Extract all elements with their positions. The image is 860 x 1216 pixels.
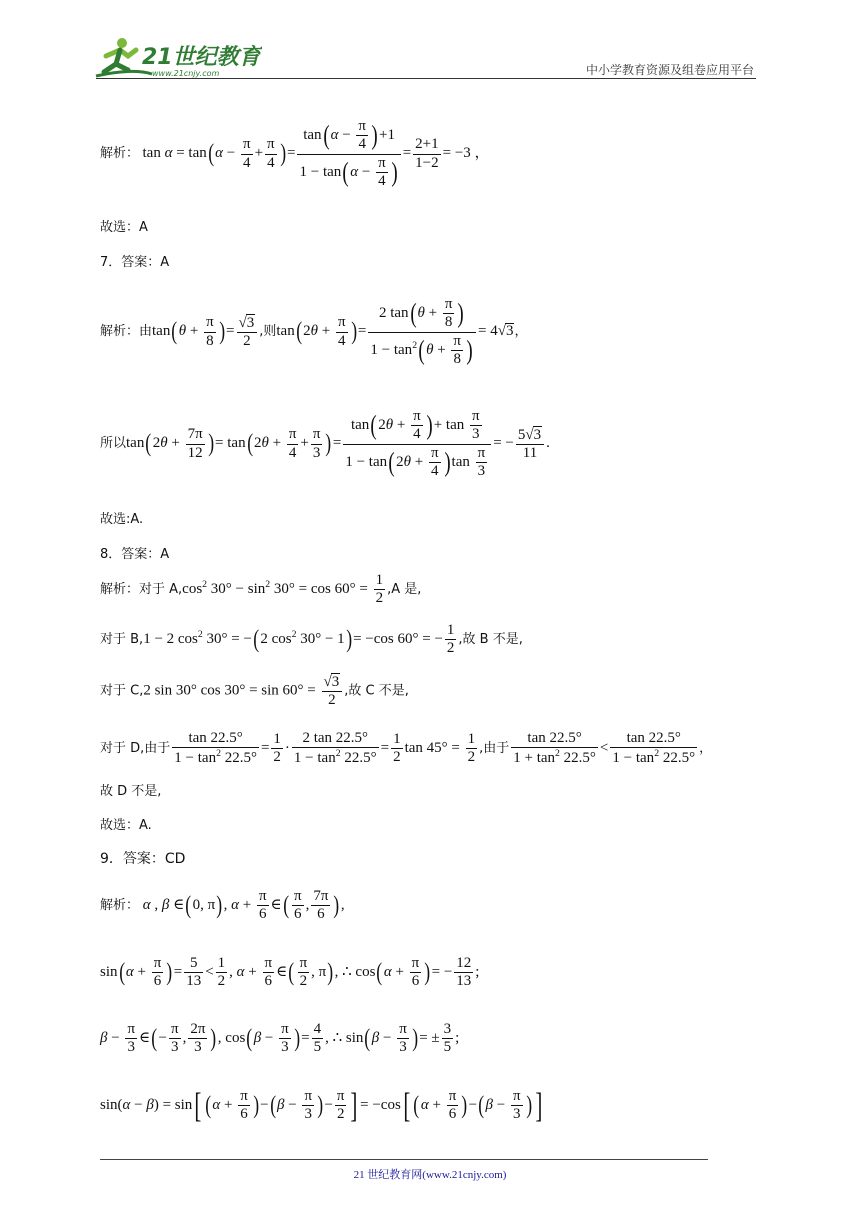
- footer-divider: [100, 1159, 708, 1160]
- q8-option-c: 对于 C,2 sin 30° cos 30° = sin 60° = $\frac{√3}{2}$ ,故 C 不是,: [100, 674, 409, 709]
- q6-analysis: 解析： tan α = tan(α − $\frac{\pi}{4}$ + $\frac{\pi}{4}$ )= tan(α − $\frac{\pi}{4}$ )+1 1 − tan(α − $\frac{\pi}{4}$ ) = $\frac{2+1}{1-2}$ = −3 ，: [100, 118, 490, 189]
- q9-answer: 9．答案：CD: [100, 851, 186, 867]
- q9-analysis-4: sin(α − β) = sin[ (α + $\frac{\pi}{6}$ )−(β − $\frac{\pi}{3}$ )− $\frac{\pi}{2}$ ] = −cos[ (α + $\frac{\pi}{6}$ )−(β − $\frac{\pi}{3}$ ) ]: [100, 1086, 543, 1126]
- q8-option-b: 对于 B,1 − 2 $\cos^2 30^\circ = -(2$ $\cos^2 30^\circ - 1)= -\cos$ 60° = − $\frac{1}{2}$ ,故 B 不是,: [100, 622, 523, 657]
- choose-a-3: 故选：A.: [100, 818, 152, 833]
- platform-tagline: 中小学教育资源及组卷应用平台: [585, 63, 754, 77]
- q7-conclusion: 所以tan(2θ + $\frac{7\pi}{12}$ )= tan(2θ + $\frac{\pi}{4}$ + $\frac{\pi}{3}$ )= tan(2θ + $\frac{\pi}{4}$ )+ tan $\frac{\pi}{3}$ 1 − tan(2θ + $\frac{\pi}{4}$ )tan $\frac{\pi}{3}$ = − $\frac{5√3}{11}$ .: [100, 408, 550, 479]
- q8-option-d: 对于 D,由于 $\frac{\tan 22.5^\circ}{1 - \tan^2 22.5^\circ}$ = $\frac{1}{2}$ · $\frac{2 \tan 22.5^\circ}{1 - \tan^2 22.5^\circ}$ = $\frac{1}{2}$ tan 45° = $\frac{1}{2}$ ,由于 $\frac{\tan 22.5^\circ}{1 + \tan^2 22.5^\circ}$ < $\frac{\tan 22.5^\circ}{1 - \tan^2 22.5^\circ}$ ，: [100, 730, 713, 767]
- choose-a-2: 故选:A.: [100, 512, 144, 527]
- q9-analysis-1: 解析： α , β ∈(0, π), α + $\frac{\pi}{6}$ ∈( $\frac{\pi}{6}$ , $\frac{7\pi}{6}$ ),: [100, 888, 345, 923]
- site-logo: [92, 34, 262, 80]
- header-divider: [96, 78, 756, 79]
- q9-analysis-3: β − $\frac{\pi}{3}$ ∈(− $\frac{\pi}{3}$ , $\frac{2\pi}{3}$ ), cos(β − $\frac{\pi}{3}$ )= $\frac{4}{5}$ , ∴ sin(β − $\frac{\pi}{3}$ )= ± $\frac{3}{5}$ ;: [100, 1021, 460, 1056]
- footer-text: 21 世纪教育网(www.21cnjy.com): [353, 1169, 507, 1181]
- q8-answer: 8．答案：A: [100, 547, 170, 562]
- q7-analysis: 解析：由tan(θ + $\frac{\pi}{8}$ )= $\frac{√3}{2}$ ,则tan(2θ + $\frac{\pi}{4}$ )= 2 tan(θ + $\frac{\pi}{8}$ ) $1 - \tan^2(\theta$ + $\frac{\pi}{8}$ ) = 4√3，: [100, 296, 528, 367]
- svg-text:www.21cnjy.com: www.21cnjy.com: [152, 69, 220, 78]
- q8-option-a: 解析：对于 $A,\cos^2$ $30^\circ - \sin^2 30^\circ = \cos 60^\circ$ = $\frac{1}{2}$ ,A 是,: [100, 572, 422, 607]
- q9-analysis-2: sin(α + $\frac{\pi}{6}$ )= $\frac{5}{13}$ < $\frac{1}{2}$ , α + $\frac{\pi}{6}$ ∈( $\frac{\pi}{2}$ , π), ∴ cos(α + $\frac{\pi}{6}$ )= − $\frac{12}{13}$ ;: [100, 955, 480, 990]
- choose-a-1: 故选：A: [100, 220, 148, 235]
- q7-answer: 7．答案：A: [100, 255, 170, 270]
- q8-d-not: 故 D 不是,: [100, 784, 162, 799]
- svg-text:21世纪教育: 21世纪教育: [142, 45, 261, 70]
